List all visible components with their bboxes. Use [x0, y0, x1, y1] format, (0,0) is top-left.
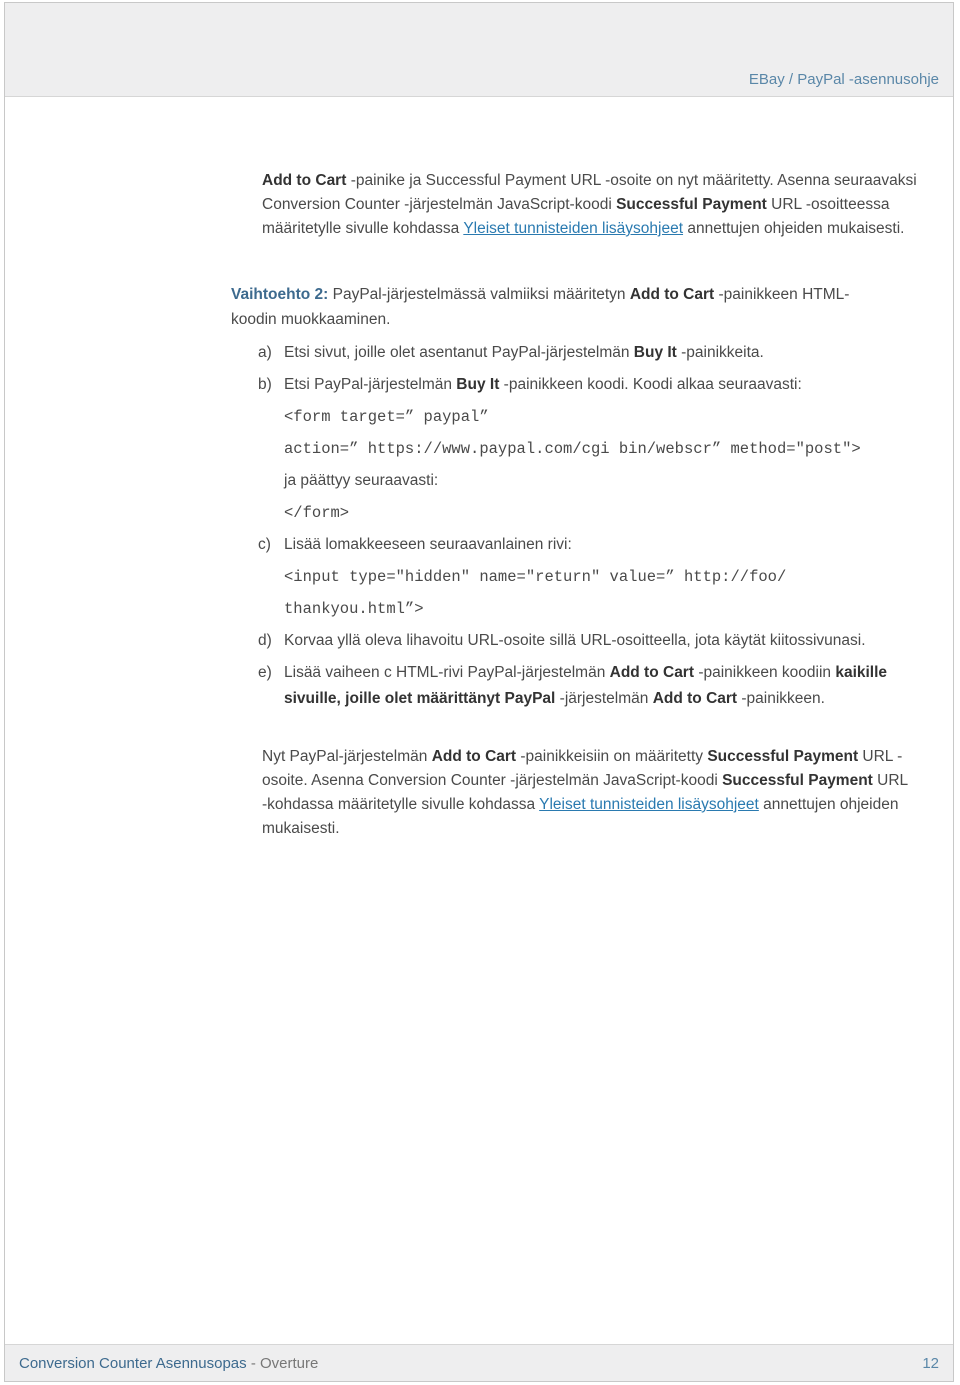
- code-input-line-2: thankyou.html”>: [284, 600, 424, 618]
- step-b-marker: b): [258, 376, 272, 393]
- step-b-text: [284, 372, 802, 398]
- step-a-marker: a): [258, 344, 272, 361]
- closing-link[interactable]: Yleiset tunnisteiden lisäysohjeet: [539, 796, 759, 813]
- closing-part-3: URL -osoite. Asenna Conversion Counter -järjestelmän JavaScript-koodi: [262, 748, 903, 789]
- step-e-bold-3: Add to Cart: [652, 690, 738, 707]
- step-b-part-2: -painikkeen koodi. Koodi alkaa seuraavasti:: [499, 376, 802, 393]
- intro-text-1: -painike ja Successful Payment URL -osoite on nyt määritetty. Asenna seuraavaksi Conversion Counter -järjestelmän JavaScript-koodi: [262, 172, 917, 213]
- step-e-part-2: -painikkeen koodiin: [694, 664, 836, 681]
- step-b-part-1: Etsi PayPal-järjestelmän: [284, 376, 457, 393]
- closing-bold-3: Successful Payment: [722, 772, 873, 789]
- intro-link[interactable]: Yleiset tunnisteiden lisäysohjeet: [463, 220, 684, 237]
- ends-text: ja päättyy seuraavasti:: [284, 472, 439, 489]
- page-footer: [5, 1344, 953, 1381]
- footer-title: [19, 1355, 318, 1372]
- page-number: 12: [922, 1355, 939, 1372]
- step-e-marker: e): [258, 664, 272, 681]
- option2-heading: [231, 282, 881, 332]
- code-input-line-1: <input type="hidden" name="return" value=” http://foo/: [284, 568, 787, 586]
- closing-bold-2: Successful Payment: [707, 748, 859, 765]
- step-e-part-1: Lisää vaiheen c HTML-rivi PayPal-järjestelmän: [284, 664, 610, 681]
- closing-part-5: annettujen ohjeiden mukaisesti.: [262, 796, 899, 837]
- code-form-action: action=” https://www.paypal.com/cgi bin/webscr” method="post">: [284, 440, 861, 458]
- step-a-bold: Buy It: [633, 344, 677, 361]
- step-d-text: Korvaa yllä oleva lihavoitu URL-osoite sillä URL-osoitteella, jota käytät kiitossivunasi.: [284, 632, 866, 649]
- closing-bold-1: Add to Cart: [431, 748, 517, 765]
- intro-bold-2: Successful Payment: [616, 196, 767, 213]
- step-e-bold-1: Add to Cart: [609, 664, 695, 681]
- footer-sep: -: [246, 1355, 260, 1372]
- step-a-part-1: Etsi sivut, joille olet asentanut PayPal-järjestelmän: [284, 344, 634, 361]
- closing-part-1: Nyt PayPal-järjestelmän: [262, 748, 432, 765]
- intro-paragraph: [262, 169, 927, 241]
- step-a-part-2: -painikkeita.: [676, 344, 764, 361]
- step-c-marker: c): [258, 536, 271, 553]
- intro-text-2: URL -osoitteessa määritetylle sivulle kohdassa: [262, 196, 890, 237]
- option2-label: Vaihtoehto 2:: [231, 286, 329, 303]
- footer-brand: Overture: [260, 1355, 319, 1372]
- closing-part-4: URL -kohdassa määritetylle sivulle kohdassa: [262, 772, 908, 813]
- step-c-text: Lisää lomakkeeseen seuraavanlainen rivi:: [284, 536, 572, 553]
- header-title: EBay / PayPal -asennusohje: [748, 71, 939, 88]
- code-form-close: </form>: [284, 504, 350, 522]
- step-b-bold: Buy It: [456, 376, 500, 393]
- step-d-marker: d): [258, 632, 272, 649]
- page-header: [5, 3, 953, 97]
- step-e-bold-2: kaikille sivuille, joille olet määrittänyt PayPal: [284, 664, 888, 707]
- intro-bold-1: Add to Cart: [262, 172, 347, 189]
- option2-text-1: PayPal-järjestelmässä valmiiksi määritetyn: [328, 286, 630, 303]
- closing-part-2: -painikkeisiin on määritetty: [516, 748, 708, 765]
- option2-bold: Add to Cart: [629, 286, 715, 303]
- option2-text-2: -painikkeen HTML-koodin muokkaaminen.: [231, 286, 850, 328]
- step-e-part-4: -painikkeen.: [737, 690, 825, 707]
- step-e-text: [284, 660, 924, 712]
- intro-text-3: annettujen ohjeiden mukaisesti.: [683, 220, 905, 237]
- code-form-open: <form target=” paypal”: [284, 408, 489, 426]
- closing-paragraph: [262, 745, 917, 841]
- step-a-text: [284, 340, 764, 366]
- step-e-part-3: -järjestelmän: [555, 690, 653, 707]
- footer-main: Conversion Counter Asennusopas: [19, 1355, 247, 1372]
